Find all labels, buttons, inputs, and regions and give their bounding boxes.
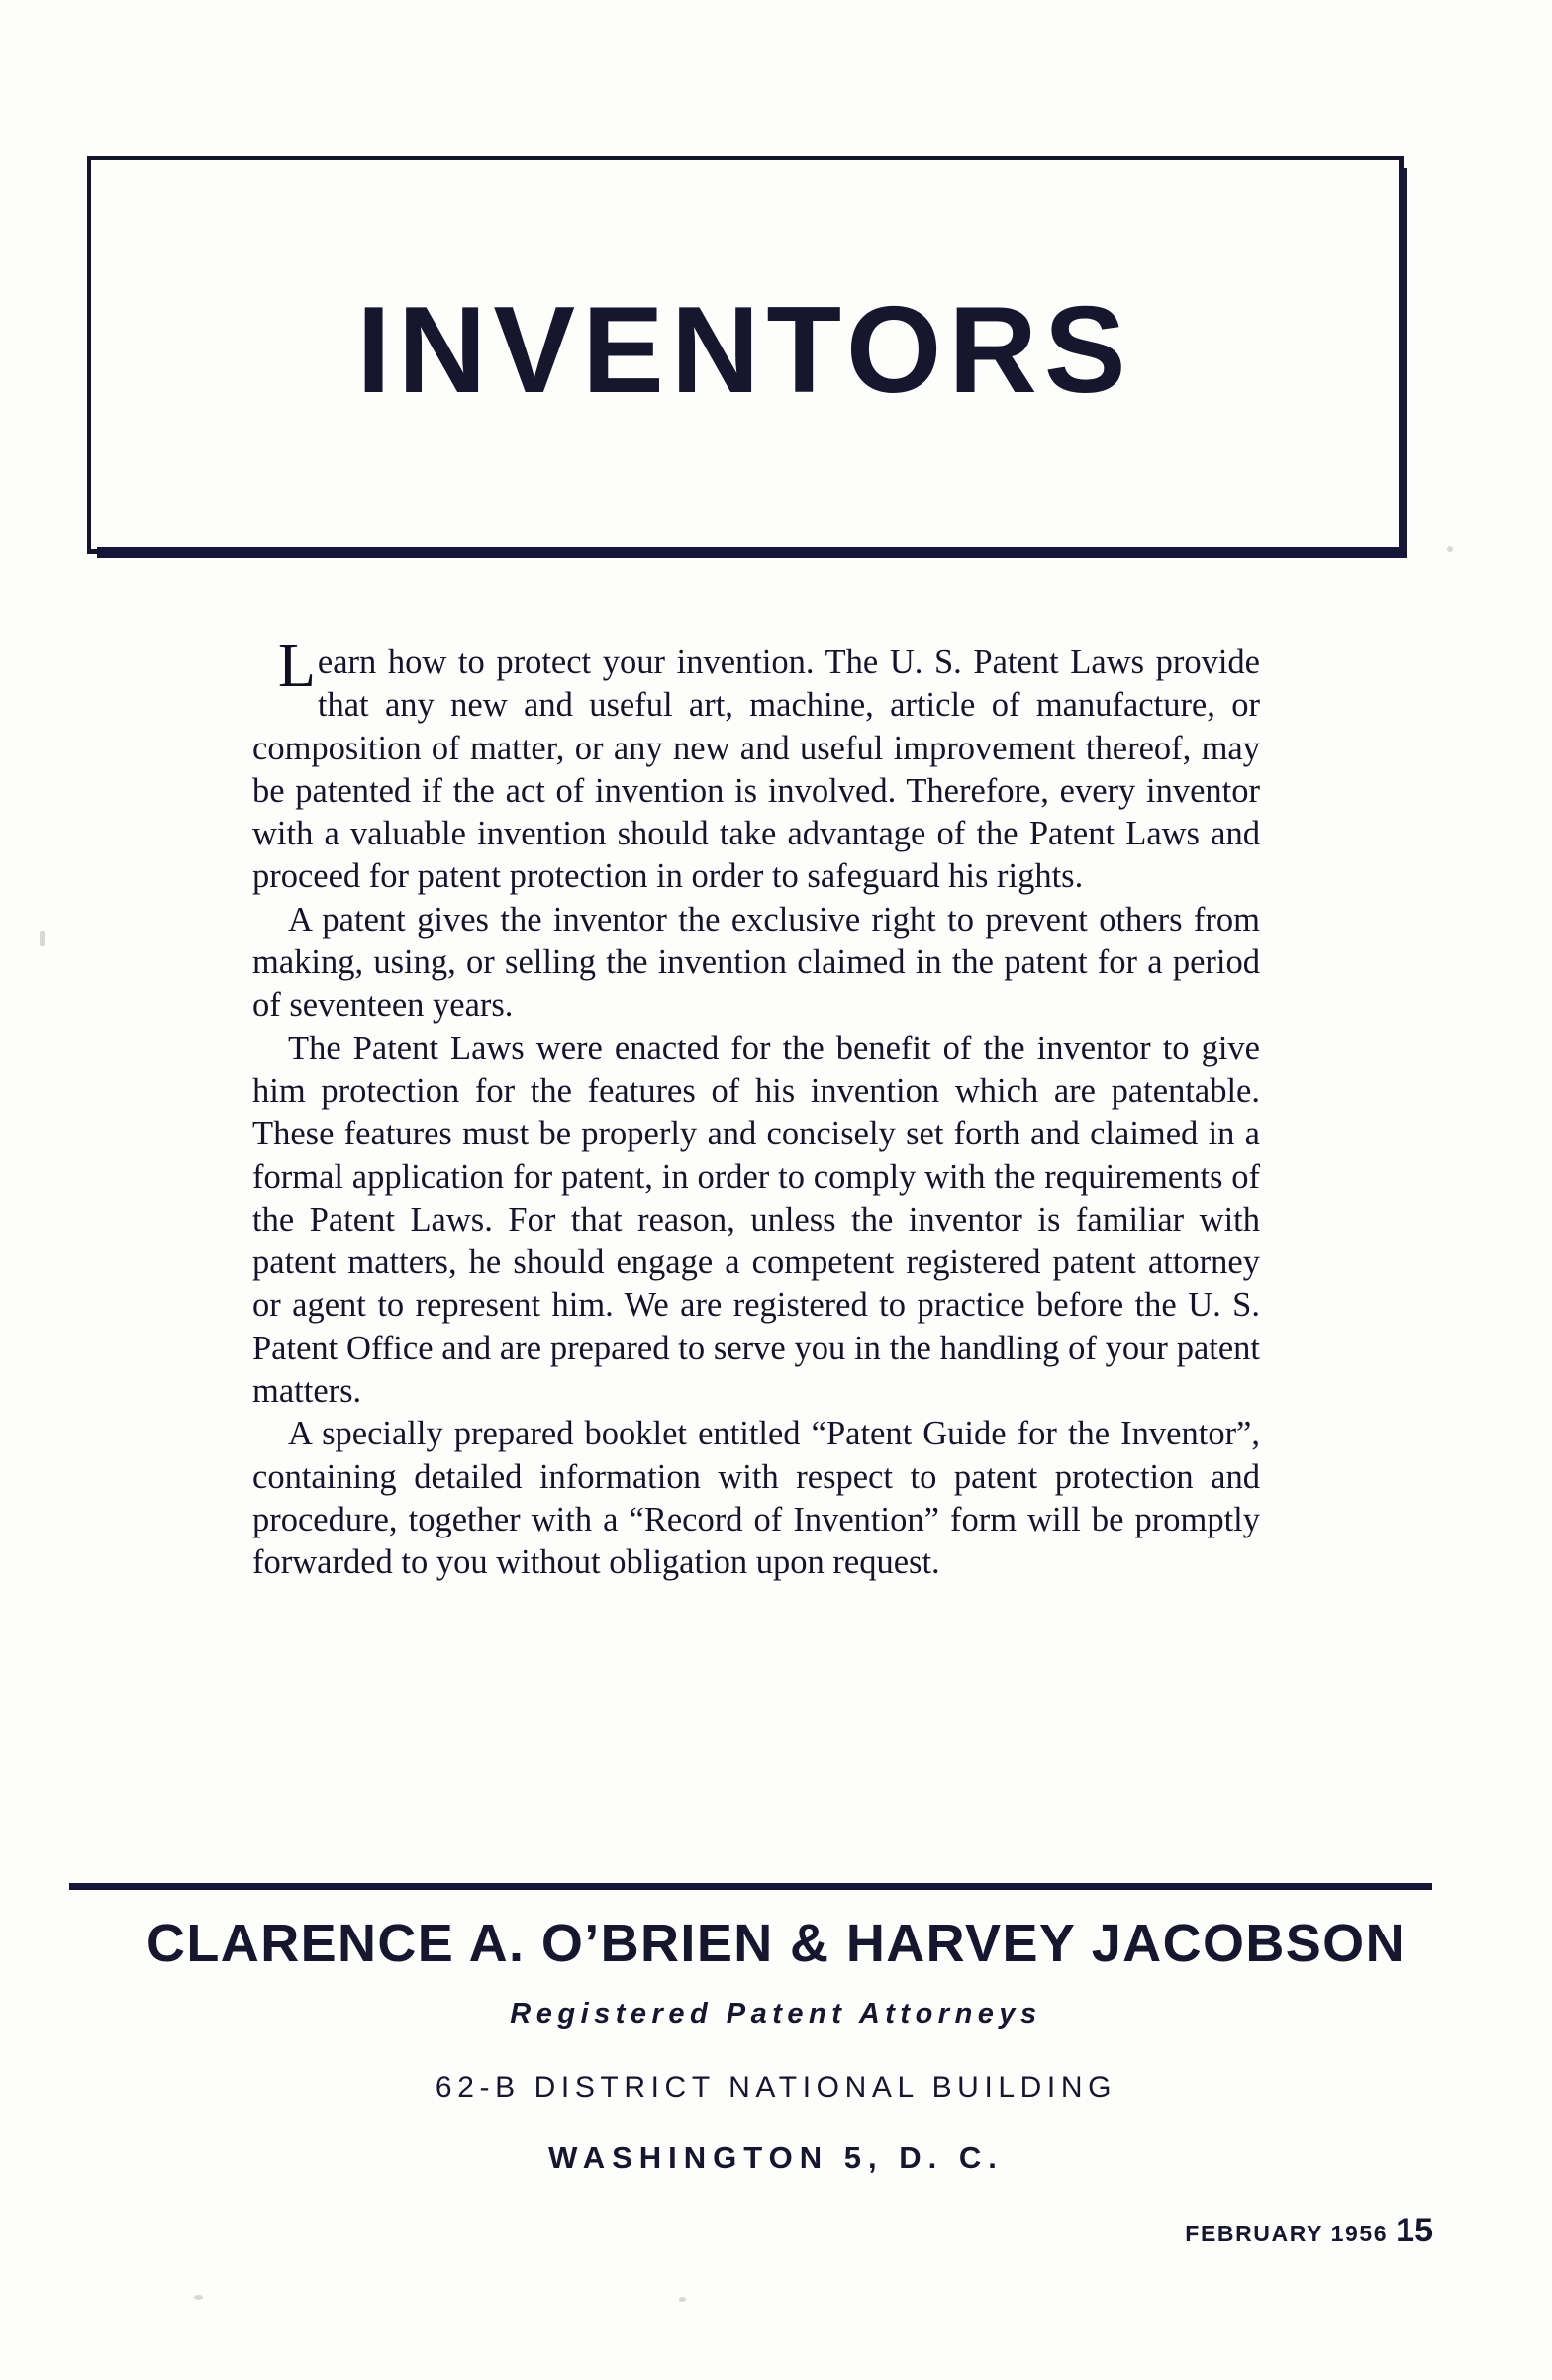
scan-speck [194, 2295, 203, 2300]
paragraph-2: A patent gives the inventor the exclusive right to prevent others from making, using, or selling the invention claimed in the patent for a period of seventeen years. [252, 900, 1260, 1025]
page-title: INVENTORS [356, 281, 1133, 419]
paragraph-3: The Patent Laws were enacted for the benefit of the inventor to give him protection for the features of his invention which are patentable. These features must be properly and concisely set forth and claimed in a formal application for patent, in order to comply with the requirements of the Patent Laws. For that reason, unless the inventor is familiar with patent matters, he should engage a competent registered patent attorney or agent to represent him. We are registered to practice before the U. S. Patent Office and are prepared to serve you in the handling of your patent matters. [252, 1029, 1260, 1411]
scan-speck [40, 931, 45, 946]
footer-divider-rule [69, 1883, 1432, 1890]
drop-cap: L [278, 633, 316, 700]
address-line-1: 62-B DISTRICT NATIONAL BUILDING [435, 2071, 1117, 2104]
scan-speck [679, 2297, 686, 2302]
scan-speck [1447, 546, 1453, 552]
colophon [1185, 2212, 1433, 2250]
paragraph-1-text: earn how to protect your invention. The U. S. Patent Laws provide that any new and useful art, machine, article of manufacture, or composition of matter, or any new and useful improvement thereof, may be patented if the act of invention is involved. Therefore, every inventor with a valuable invention should take advantage of the Patent Laws and proceed for patent protection in order to safeguard his rights. [252, 644, 1260, 896]
paragraph-1 [252, 633, 1260, 899]
paragraph-4: A specially prepared booklet entitled “Patent Guide for the Inventor”, containing detailed information with respect to patent protection and procedure, together with a “Record of Invention” form will be promptly forwarded to you without obligation upon request. [252, 1415, 1260, 1582]
headline-box [87, 156, 1404, 554]
firm-name: CLARENCE A. O’BRIEN & HARVEY JACOBSON [146, 1914, 1406, 1973]
body-copy [252, 633, 1260, 1585]
address-line-2: WASHINGTON 5, D. C. [548, 2140, 1004, 2175]
firm-role: Registered Patent Attorneys [510, 1998, 1042, 2030]
issue-date: FEBRUARY 1956 [1185, 2221, 1389, 2246]
page-number: 15 [1396, 2212, 1433, 2249]
